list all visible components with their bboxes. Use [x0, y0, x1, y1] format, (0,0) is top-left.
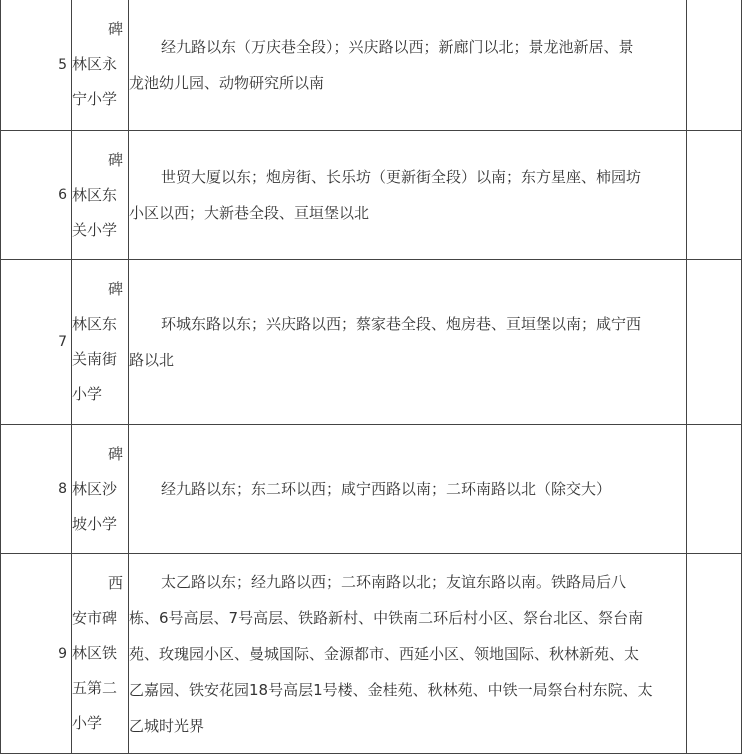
note-cell — [687, 131, 742, 260]
row-number-cell — [1, 425, 72, 554]
school-name-cell — [72, 554, 129, 754]
row-number: 8 — [58, 481, 67, 497]
school-name-line: 关小学 — [72, 220, 118, 239]
row-number: 7 — [58, 334, 67, 350]
school-name-cell — [72, 260, 129, 425]
row-number: 6 — [58, 187, 67, 203]
table-row — [1, 131, 742, 260]
school-name-line: 碑 — [107, 150, 123, 169]
table-body — [1, 0, 742, 754]
school-name-line: 碑 — [107, 280, 123, 298]
school-name-line: 安市碑 — [72, 609, 118, 627]
table-row — [1, 425, 742, 554]
school-name-line: 碑 — [107, 444, 123, 463]
school-name-line: 林区铁 — [72, 644, 118, 662]
school-name-line: 林区沙 — [72, 479, 118, 498]
row-number-cell — [1, 131, 72, 260]
table-row — [1, 554, 742, 754]
school-name-line: 小学 — [72, 385, 103, 403]
school-name-cell — [72, 131, 129, 260]
note-cell — [687, 554, 742, 754]
row-number: 5 — [58, 56, 67, 73]
district-description-cell — [129, 425, 687, 554]
district-description-cell — [129, 0, 687, 131]
note-cell — [687, 260, 742, 425]
district-description-line: 经九路以东；东二环以西；咸宁西路以南；二环南路以北（除交大） — [161, 480, 612, 498]
district-description-line: 乙嘉园、铁安花园18号高层1号楼、金桂苑、秋林苑、中铁一局祭台村东院、太 — [129, 680, 653, 699]
table-row — [1, 260, 742, 425]
district-description-line: 世贸大厦以东；炮房街、长乐坊（更新街全段）以南；东方星座、柿园坊 — [161, 168, 642, 186]
district-description-line: 苑、玫瑰园小区、曼城国际、金源都市、西延小区、领地国际、秋林新苑、太 — [129, 644, 640, 663]
school-name-line: 宁小学 — [72, 90, 118, 108]
school-name-line: 五第二 — [72, 679, 118, 697]
row-number-cell — [1, 554, 72, 754]
note-cell — [687, 0, 742, 131]
row-number: 9 — [58, 645, 67, 662]
school-name-line: 坡小学 — [72, 514, 118, 533]
school-name-line: 小学 — [72, 714, 103, 732]
district-description-cell — [129, 131, 687, 260]
school-name-cell — [72, 425, 129, 554]
school-name-line: 林区东 — [72, 185, 118, 204]
district-description-line: 龙池幼儿园、动物研究所以南 — [129, 73, 325, 92]
district-description-line: 乙城时光界 — [129, 716, 205, 735]
district-description-cell — [129, 260, 687, 425]
row-number-cell — [1, 260, 72, 425]
district-description-line: 环城东路以东；兴庆路以西；蔡家巷全段、炮房巷、亘垣堡以南；咸宁西 — [161, 315, 642, 333]
school-name-line: 林区永 — [72, 55, 118, 73]
school-name-line: 林区东 — [72, 315, 118, 333]
table-row — [1, 0, 742, 131]
district-description-line: 栋、6号高层、7号高层、铁路新村、中铁南二环后村小区、祭台北区、祭台南 — [129, 608, 644, 627]
note-cell — [687, 425, 742, 554]
district-description-cell — [129, 554, 687, 754]
school-name-line: 西 — [107, 574, 123, 592]
district-description-line: 太乙路以东；经九路以西；二环南路以北；友谊东路以南。铁路局后八 — [161, 572, 627, 591]
row-number-cell — [1, 0, 72, 131]
school-name-cell — [72, 0, 129, 131]
school-name-line: 关南街 — [72, 350, 118, 368]
school-name-line: 碑 — [107, 20, 123, 38]
district-description-line: 经九路以东（万庆巷全段）；兴庆路以西；新廊门以北；景龙池新居、景 — [161, 37, 634, 56]
district-description-line: 小区以西；大新巷全段、亘垣堡以北 — [129, 204, 370, 222]
district-description-line: 路以北 — [129, 351, 175, 369]
